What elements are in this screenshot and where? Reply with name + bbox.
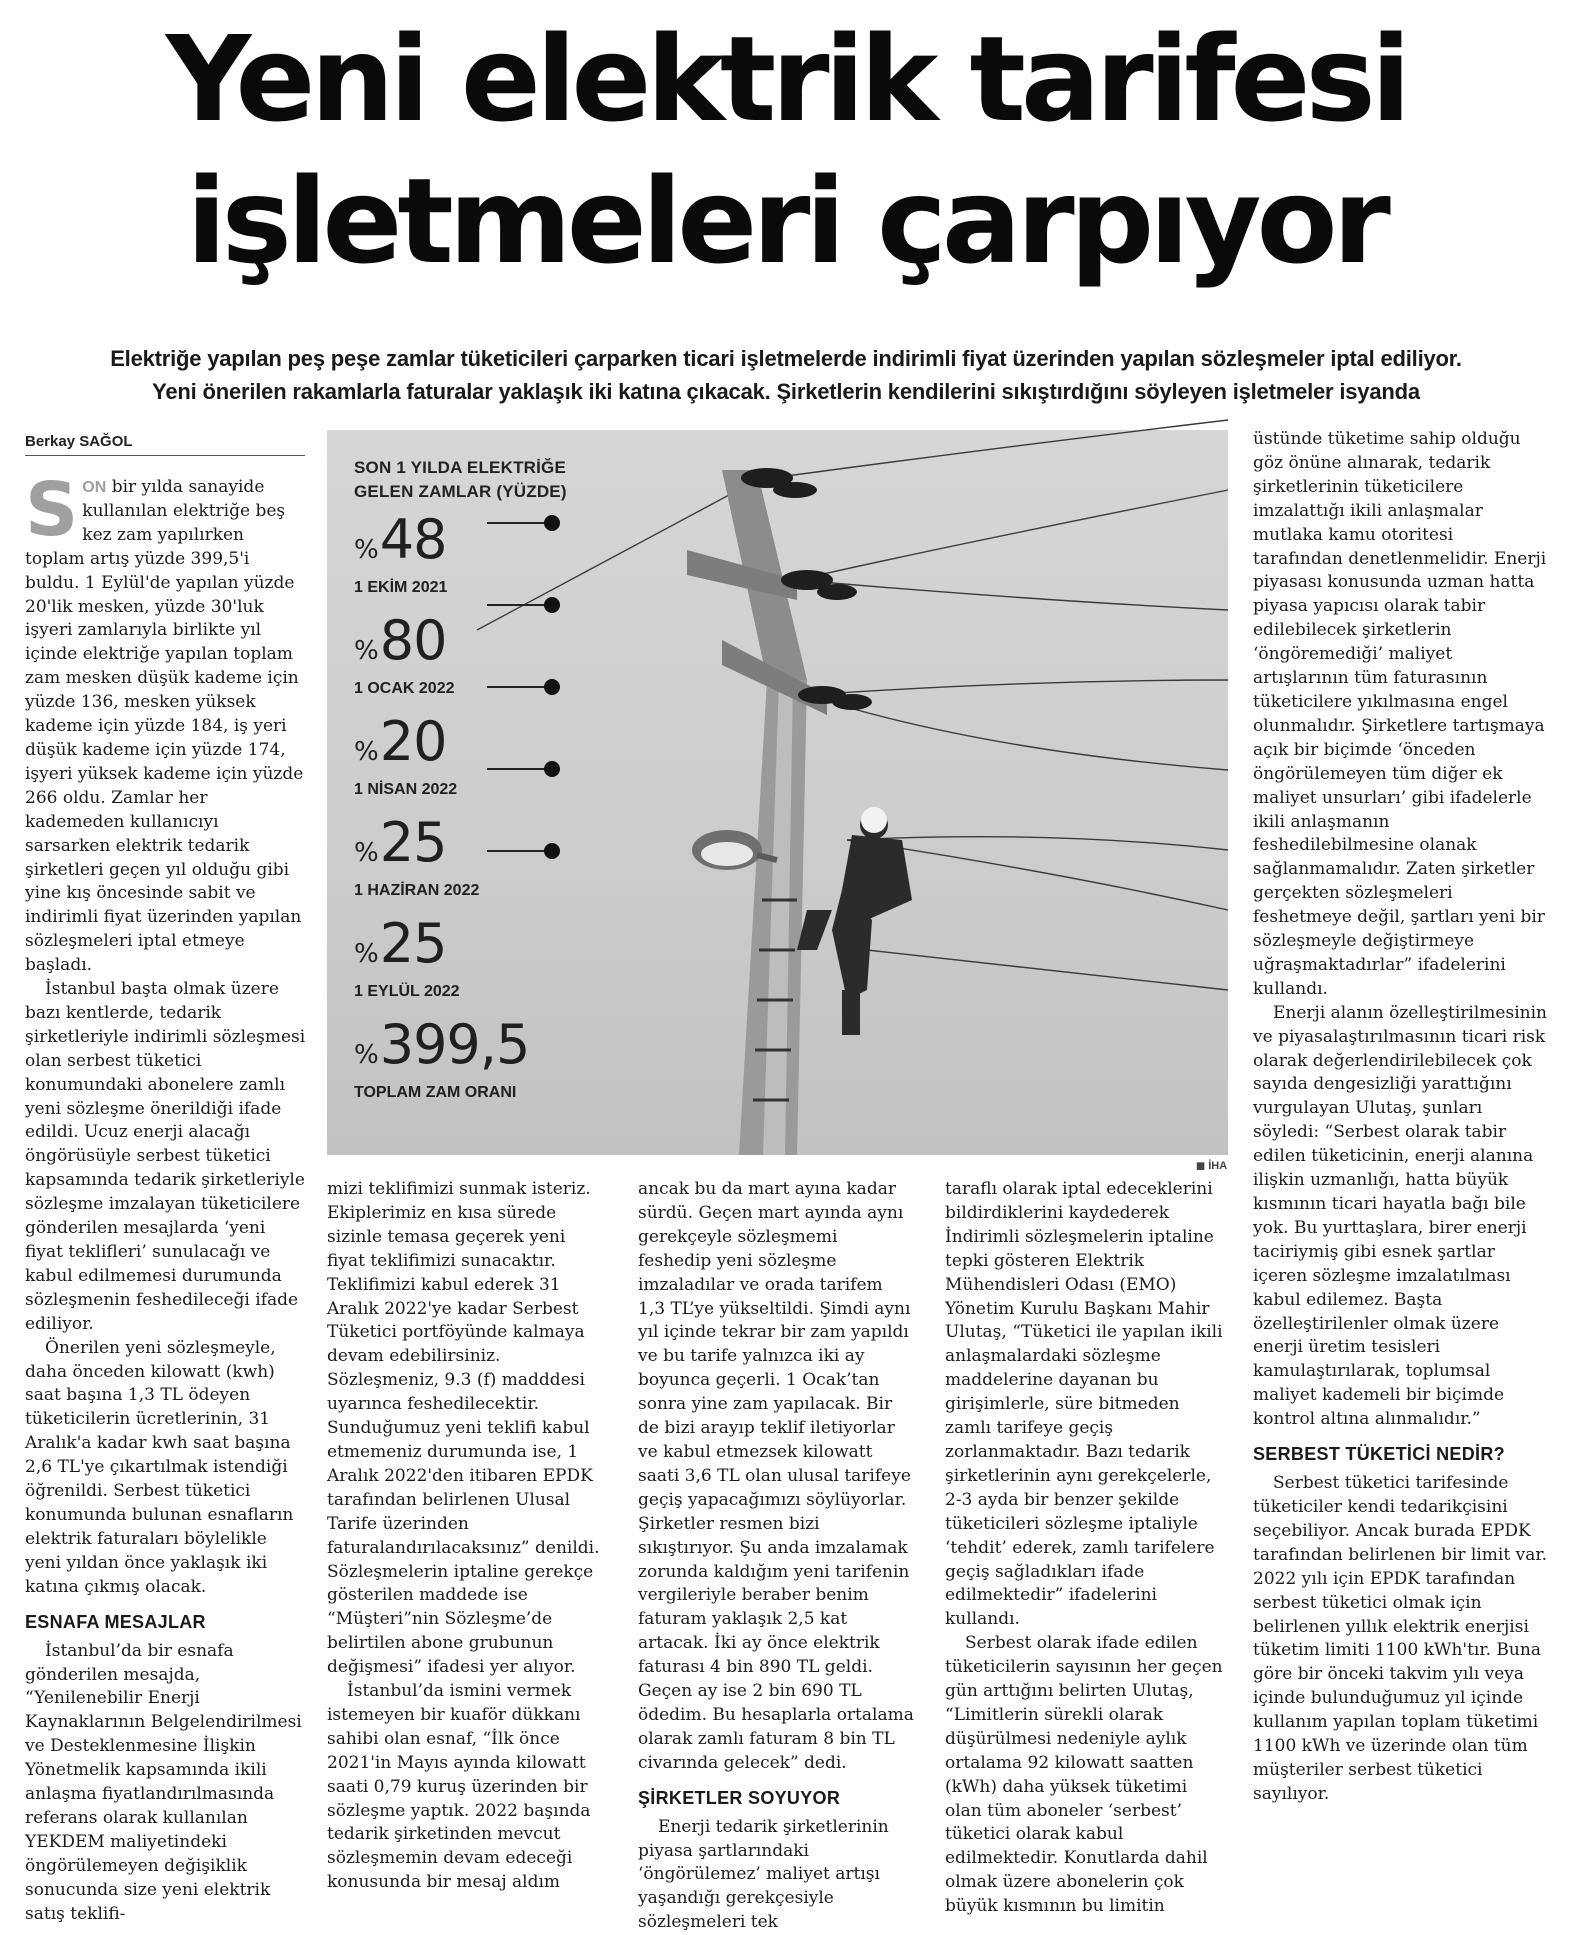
paragraph: üstünde tüketime sahip olduğu göz önüne alınarak, tedarik şirketlerinin tüketicilere imzalattığı ikili anlaşmalar mutlaka kamu otoritesi tarafından denetlenmelidir. Enerji piyasası konusunda uzman hatta piyasa yapıcısı olarak tabir edilebilecek şirketlerin ‘öngöremediği’ maliyet artışlarının tüm faturasının tüketicilere yıkılmasına engel olunmalıdır. Şirketlere tartışmaya açık bir biçimde ‘önceden öngörülemeyen tüm diğer ek maliyet unsurları’ gibi ifadelerle ikili anlaşmanın feshedilebilmesine olanak sağlanmamalıdır. Zaten şirketler gerçekten sözleşmeleri feshetmeye değil, şartları yeni bir sözleşmeyle değiştirmeye uğraşmaktadırlar” ifadelerini kullandı. <box>1253 429 1547 999</box>
paragraph: Enerji tedarik şirketlerinin piyasa şartlarındaki ‘öngörülemez’ maliyet artışı yaşandığı gerekçesiyle sözleşmeleri tek <box>638 1816 889 1933</box>
increase-date: TOPLAM ZAM ORANI <box>354 1084 517 1101</box>
increase-item-2 <box>354 609 607 706</box>
percent-symbol: % <box>354 1040 378 1070</box>
paragraph: taraflı olarak iptal edeceklerini bildirdiklerini kaydederek İndirimli sözleşmelerin iptaline tepki gösteren Elektrik Mühendisleri Odası (EMO) Yönetim Kurulu Başkanı Mahir Ulutaş, “Tüketici ile yapılan ikili anlaşmalardaki sözleşme maddelerine dayanan bu girişimlerle, süre bitmeden zamlı tarifeye geçiş zorlanmaktadır. Bazı tedarik şirketlerinin aynı gerekçelerle, 2-3 ayda bir benzer şekilde tüketicileri sözleşme iptaliyle ‘tehdit’ ederek, zamlı tarifelere geçiş sağladıkları ifade edilmektedir” ifadelerini kullandı. <box>945 1179 1223 1630</box>
dropcap: S <box>25 467 79 553</box>
increase-date: 1 HAZİRAN 2022 <box>354 882 480 899</box>
paragraph: mizi teklifimizi sunmak isteriz. Ekiplerimiz en kısa sürede sizinle temasa geçerek yeni fiyat teklifimizi sunacaktır. Teklifimizi kabul ederek 31 Aralık 2022'ye kadar Serbest Tüketici portföyünde kalmaya devam edebilirsiniz. Sözleşmeniz, 9.3 (f) madddesi uyarınca feshedilecektir. Sunduğumuz yeni teklifi kabul etmemeniz durumunda ise, 1 Aralık 2022'den itibaren EPDK tarafından belirlenen Ulusal Tarife üzerinden faturalandırılacaksınız” denildi. Sözleşmelerin iptaline gerekçe gösterilen maddede ise “Müşteri”nin Sözleşme’de belirtilen abone grubunun değişmesi” ifadesi yer alıyor. <box>327 1179 600 1678</box>
dropcap-tail: ON <box>82 479 107 496</box>
increase-total <box>354 1013 607 1110</box>
byline-rule <box>25 455 305 456</box>
increase-value: 25 <box>379 912 447 975</box>
subheading-esnafa-mesajlar: ESNAFA MESAJLAR <box>25 1611 206 1632</box>
percent-symbol: % <box>354 737 378 767</box>
infographic-title-line-2: GELEN ZAMLAR (YÜZDE) <box>354 482 567 501</box>
headline <box>0 8 1572 292</box>
percent-symbol: % <box>354 636 378 666</box>
percent-symbol: % <box>354 939 378 969</box>
paragraph: ancak bu da mart ayına kadar sürdü. Geçen mart ayında aynı gerekçeyle sözleşmemi feshedip yeni sözleşme imzaladılar ve orada tarifem 1,3 TL’ye yükseltildi. Şimdi aynı yıl içinde tekrar bir zam yapıldı ve bu tarife yalnızca iki ay boyunca geçerli. 1 Ocak’tan sonra yine zam yapılacak. Bir de bizi arayıp teklif iletiyorlar ve kabul etmezsek kilowatt saati 3,6 TL olan ulusal tarifeye geçiş yapacağımızı söylüyorlar. Şirketler resmen bizi sıkıştırıyor. Şu anda imzalamak zorunda kaldığım yeni tarifenin vergileriyle beraber benim faturam yaklaşık 2,5 kat artacak. İki ay önce elektrik faturası 4 bin 890 TL geldi. Geçen ay ise 2 bin 690 TL ödedim. Bu hesaplarla ortalama olarak zamlı faturam 8 bin TL civarında gelecek” dedi. <box>638 1179 914 1773</box>
subheading-serbest-tuketici: SERBEST TÜKETİCİ NEDİR? <box>1253 1444 1505 1465</box>
column-3 <box>638 1178 915 1935</box>
paragraph: İstanbul’da ismini vermek istemeyen bir kuaför dükkanı sahibi olan esnaf, “İlk önce 2021'in Mayıs ayında kilowatt saati 0,79 kuruş üzerinden bir sözleşme yaptık. 2022 başında tedarik şirketinden mevcut sözleşmemin devam edeceği konusunda bir mesaj aldım <box>327 1681 591 1893</box>
paragraph: Önerilen yeni sözleşmeyle, daha önceden kilowatt (kwh) saat başına 1,3 TL ödeyen tüketicilerin ücretlerinin, 31 Aralık'a kadar kwh saat başına 2,6 TL'ye çıkartılmak istendiği öğrenildi. Serbest tüketici konumunda bulunan esnafların elektrik faturaları böylelikle yeni yıldan önce yaklaşık iki katına çıkmış olacak. <box>25 1337 294 1597</box>
photo-credit-text: İHA <box>1208 1160 1228 1172</box>
paragraph-text: bir yılda sanayide kullanılan elektriğe beş kez zam yapılırken toplam artış yüzde 399,5'i buldu. 1 Eylül'de yapılan yüzde 20'lik mesken, yüzde 30'luk işyeri zamlarıyla birlikte yıl içinde elektriğe yapılan toplam zam mesken düşük kademe için yüzde 136, mesken yüksek kademe için yüzde 184, iş yeri düşük kademe için yüzde 174, işyeri yüksek kademe için yüzde 266 oldu. Zamlar her kademeden kullanıcıyı sarsarken elektrik tedarik şirketleri geçen yıl olduğu gibi yine kış öncesinde sabit ve indirimli fiyat üzerinden yapılan sözleşmeleri iptal etmeye başladı. <box>25 477 304 976</box>
increase-item-5 <box>354 912 607 1009</box>
spot-line-2: Yeni önerilen rakamlarla faturalar yaklaşık iki katına çıkacak. Şirketlerin kendilerini sıkıştırdığını söyleyen işletmeler isyanda <box>152 379 1420 404</box>
photo-credit: ◼ İHA <box>1196 1160 1228 1172</box>
increase-item-1 <box>354 508 607 605</box>
headline-line-2: işletmeleri çarpıyor <box>186 152 1386 290</box>
paragraph: Serbest tüketici tarifesinde tüketiciler kendi tedarikçisini seçebiliyor. Ancak burada EPDK tarafından belirlenen bir limit var. 2022 yılı için EPDK tarafından serbest tüketici olmak için belirlenen yıllık elektrik enerjisi tüketim limiti 1100 kWh'tır. Buna göre bir önceki takvim yılı veya içinde bulunduğumuz yıl içinde kullanım yapılan toplam tüketimi 1100 kWh ve üzerinde olan tüm müşteriler serbest tüketici sayılıyor. <box>1253 1473 1547 1804</box>
paragraph: İstanbul’da bir esnafa gönderilen mesajda, “Yenilenebilir Enerji Kaynaklarının Belgelendirilmesi ve Desteklenmesine İlişkin Yönetmelik kapsamında ikili anlaşma fiyatlandırılmasında referans olarak kullanılan YEKDEM maliyetindeki öngörülemeyen değişiklik sonucunda size yeni elektrik satış teklifi- <box>25 1640 302 1924</box>
column-4 <box>945 1178 1223 1919</box>
increase-value: 25 <box>379 811 447 874</box>
spot-text <box>0 342 1572 408</box>
increase-date: 1 EYLÜL 2022 <box>354 983 460 1000</box>
increase-item-4 <box>354 811 607 908</box>
percent-symbol: % <box>354 838 378 868</box>
increase-value: 80 <box>379 609 447 672</box>
increase-date: 1 OCAK 2022 <box>354 680 455 697</box>
paragraph: Serbest olarak ifade edilen tüketicilerin sayısının her geçen gün arttığını belirten Ulutaş, “Limitlerin sürekli olarak düşürülmesi nedeniyle aylık ortalama 92 kilowatt saatten (kWh) daha yüksek tüketimi olan tüm aboneler ‘serbest’ tüketici olarak kabul edilmektedir. Konutlarda dahil olmak üzere abonelerin çok büyük kısmının bu limitin <box>945 1633 1223 1917</box>
infographic-title <box>354 456 607 504</box>
percent-symbol: % <box>354 535 378 565</box>
column-5 <box>1253 428 1548 1807</box>
paragraph: Enerji alanın özelleştirilmesinin ve piyasalaştırılmasının ticari risk olarak değerlendirilebilecek çok sayıda dengesizliği yarattığını vurgulayan Ulutaş, şunları söyledi: “Serbest olarak tabir edilen tüketicinin, enerji alanına ilişkin uzmanlığı, hatta büyük kısmının ticari hayatla bağı bile yok. Bu yurttaşlara, birer enerji taciriymiş gibi esnek şartlar içeren sözleşme imzalatılması kabul edilemez. Başta özelleştirilenler olmak üzere enerji üretim tesisleri kamulaştırılarak, toplumsal maliyet kademeli bir biçimde kontrol altına alınmalıdır.” <box>1253 1002 1547 1430</box>
increase-date: 1 EKİM 2021 <box>354 579 448 596</box>
increase-value: 48 <box>379 508 447 571</box>
paragraph: İstanbul başta olmak üzere bazı kentlerde, tedarik şirketleriyle indirimli sözleşmesi olan serbest tüketici konumundaki abonelere zamlı yeni sözleşme önerildiği ifade edildi. Ucuz enerji alacağı öngörüsüyle serbest tüketici kapsamında tedarik şirketleriyle sözleşme imzalayan tüketicilere gönderilen mesajlarda ‘yeni fiyat teklifleri’ sunulacağı ve kabul edilmemesi durumunda sözleşmenin feshedileceği ifade ediliyor. <box>25 979 306 1334</box>
infographic <box>327 430 607 1155</box>
increase-value: 399,5 <box>379 1013 530 1076</box>
column-1 <box>25 467 307 1926</box>
infographic-title-line-1: SON 1 YILDA ELEKTRİĞE <box>354 458 567 477</box>
spot-line-1: Elektriğe yapılan peş peşe zamlar tüketicileri çarparken ticari işletmelerde indirimli fiyat üzerinden yapılan sözleşmeler iptal ediliyor. <box>110 346 1462 371</box>
column-2 <box>327 1178 604 1895</box>
increase-item-3 <box>354 710 607 807</box>
increase-value: 20 <box>379 710 447 773</box>
headline-line-1: Yeni elektrik tarifesi <box>165 10 1407 148</box>
byline: Berkay SAĞOL <box>25 433 133 450</box>
increase-date: 1 NİSAN 2022 <box>354 781 458 798</box>
subheading-sirketler-soyuyor: ŞİRKETLER SOYUYOR <box>638 1787 841 1808</box>
lead-paragraph <box>25 467 307 978</box>
